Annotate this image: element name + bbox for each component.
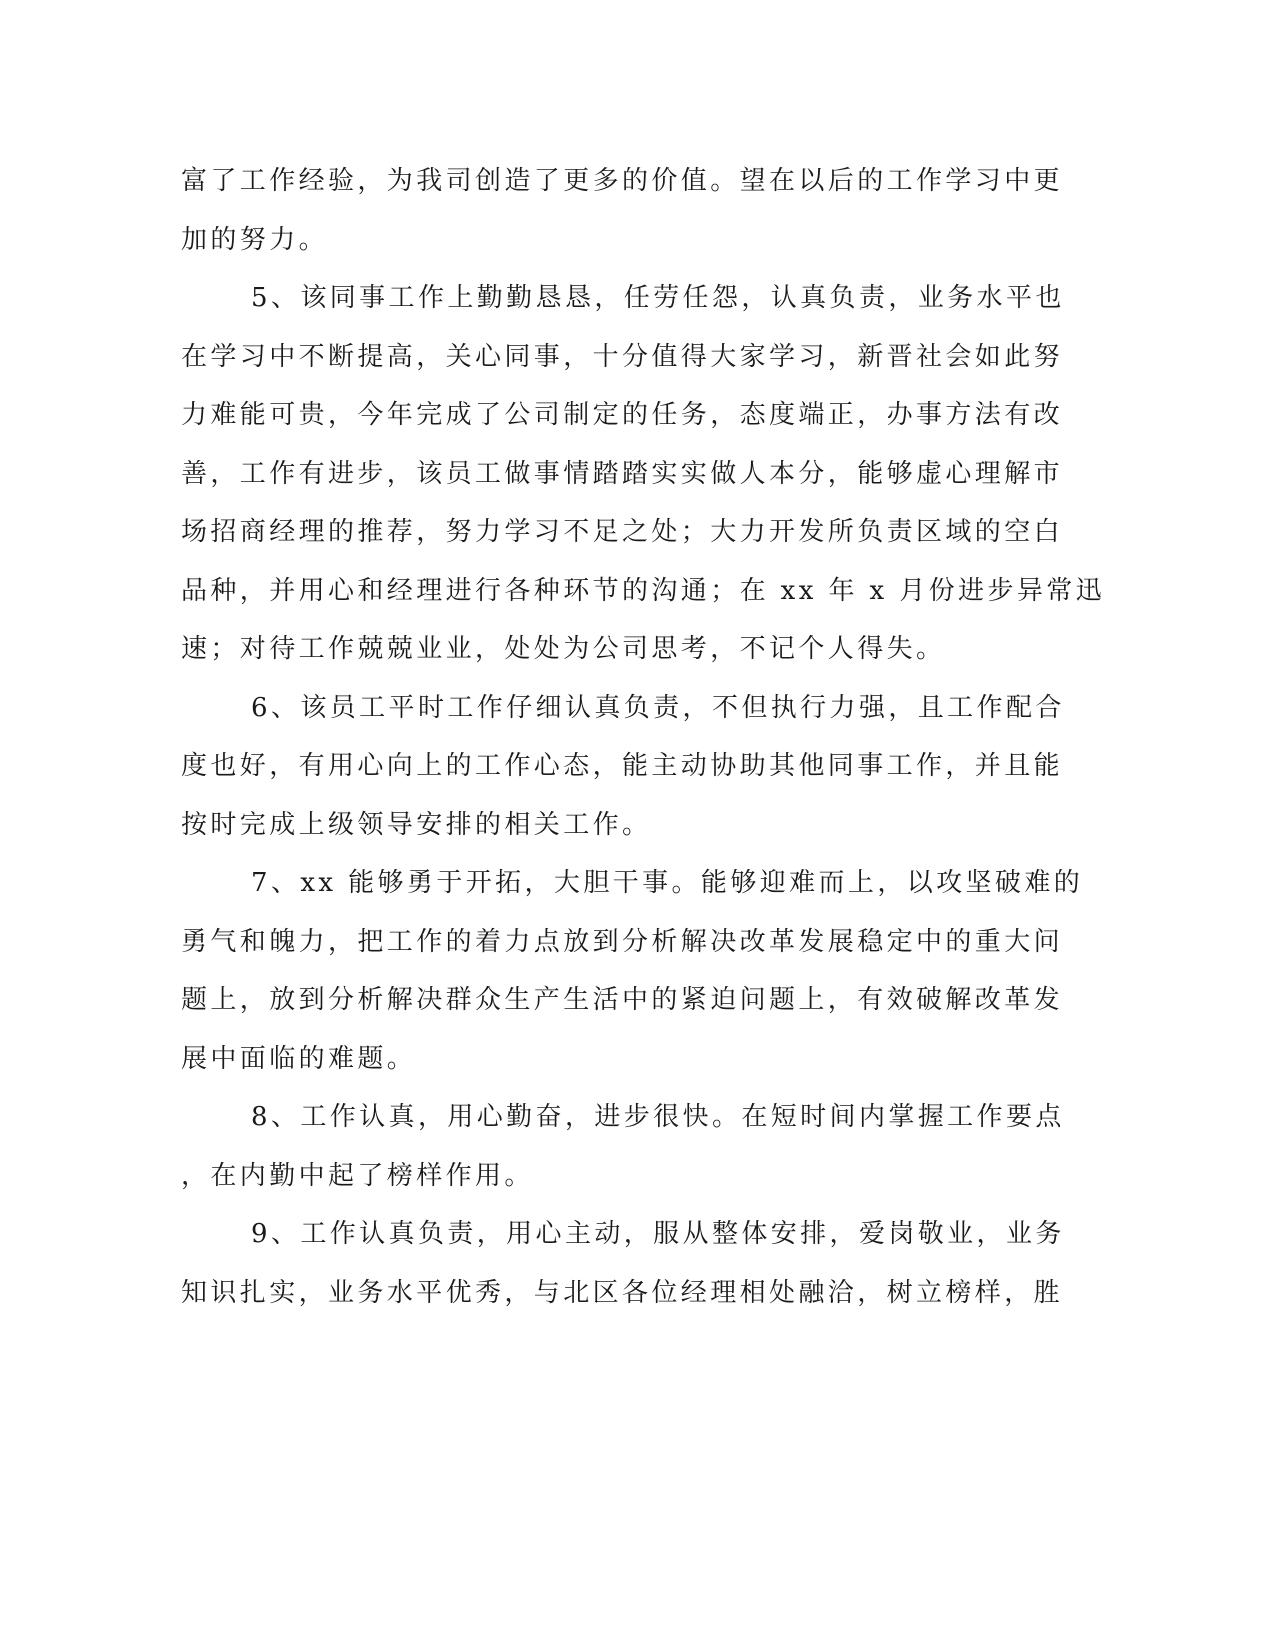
text-line: 加的努力。 (181, 224, 329, 255)
text-line: 力难能可贵，今年完成了公司制定的任务，态度端正，办事方法有改 (181, 400, 1064, 430)
paragraph-9-first-line: 9、工作认真负责，用心主动，服从整体安排，爱岗敬业，业务 (251, 1219, 1065, 1249)
paragraph-8-first-line: 8、工作认真，用心勤奋，进步很快。在短时间内掌握工作要点 (251, 1102, 1065, 1132)
body-text (181, 152, 1106, 1322)
text-line: 善，工作有进步，该员工做事情踏踏实实做人本分，能够虚心理解市 (181, 458, 1064, 489)
text-line: 知识扎实，业务水平优秀，与北区各位经理相处融洽，树立榜样，胜 (181, 1277, 1064, 1308)
text-line: ，在内勤中起了榜样作用。 (181, 1160, 534, 1191)
text-line: 品种，并用心和经理进行各种环节的沟通；在 xx 年 x 月份进步异常迅 (181, 575, 1106, 606)
paragraph-7-first-line: 7、xx 能够勇于开拓，大胆干事。能够迎难而上，以攻坚破难的 (251, 868, 1084, 898)
text-line: 按时完成上级领导安排的相关工作。 (181, 809, 652, 840)
text-line: 度也好，有用心向上的工作心态，能主动协助其他同事工作，并且能 (181, 751, 1064, 781)
text-line: 展中面临的难题。 (181, 1043, 417, 1074)
text-line: 富了工作经验，为我司创造了更多的价值。望在以后的工作学习中更 (181, 166, 1064, 196)
text-line: 勇气和魄力，把工作的着力点放到分析解决改革发展稳定中的重大问 (181, 926, 1064, 957)
paragraph-5-first-line: 5、该同事工作上勤勤恳恳，任劳任怨，认真负责，业务水平也 (251, 283, 1065, 313)
paragraph-6-first-line: 6、该员工平时工作仔细认真负责，不但执行力强，且工作配合 (251, 692, 1065, 723)
text-line: 在学习中不断提高，关心同事，十分值得大家学习，新晋社会如此努 (181, 341, 1064, 372)
text-line: 题上，放到分析解决群众生产生活中的紧迫问题上，有效破解改革发 (181, 985, 1064, 1015)
text-line: 场招商经理的推荐，努力学习不足之处；大力开发所负责区域的空白 (181, 517, 1064, 547)
text-line: 速；对待工作兢兢业业，处处为公司思考，不记个人得失。 (181, 634, 946, 664)
